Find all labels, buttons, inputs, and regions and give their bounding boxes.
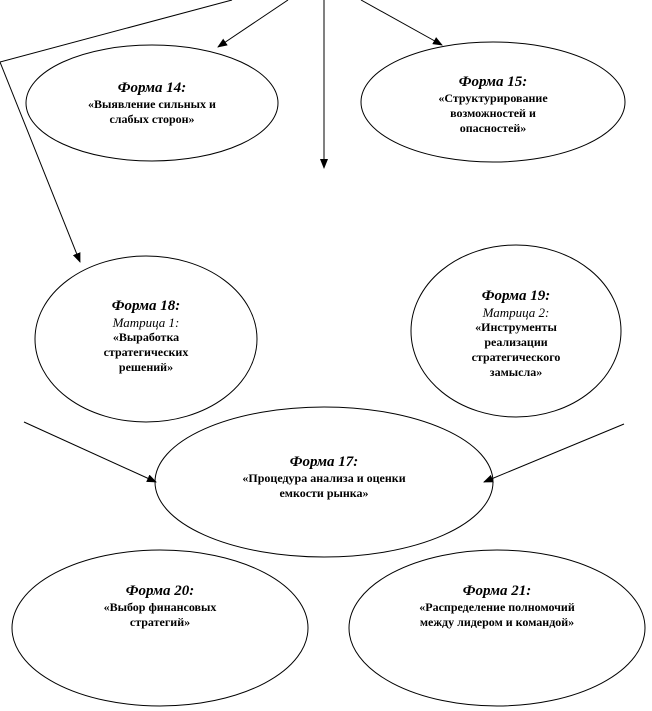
form14-node [36, 58, 268, 148]
form17-desc-line-1: «Процедура анализа и оценки [242, 470, 406, 485]
form15-desc-line-2: возможностей и [450, 106, 536, 120]
form14-desc-line-1: «Выявление сильных и [88, 96, 216, 111]
form18-desc-line-2: стратегических [103, 344, 189, 359]
form14-desc-line-2: слабых сторон» [109, 111, 195, 126]
form20-desc-line-1: «Выбор финансовых [103, 599, 217, 614]
form18-desc-line-1: «Выработка [112, 329, 180, 344]
form18-title: Форма 18: [111, 297, 181, 314]
form21-node [372, 572, 622, 640]
form15-node [382, 62, 604, 148]
form19-title: Форма 19: [481, 288, 551, 304]
form15-desc-line-3: опасностей» [459, 121, 527, 135]
form17-title: Форма 17: [289, 453, 359, 470]
form15-desc-line-1: «Структурирование [438, 91, 548, 105]
form20-title: Форма 20: [125, 582, 195, 599]
form14-title: Форма 14: [117, 79, 187, 96]
form20-desc-line-2: стратегий» [129, 614, 191, 629]
arrow-right-to-form17 [484, 424, 624, 482]
form18-desc-line-3: решений» [118, 359, 174, 374]
arrow-to-form14 [218, 0, 288, 47]
arrow-left-to-form17 [24, 422, 156, 482]
form20-node [40, 572, 280, 640]
form19-desc-line-2: реализации [484, 335, 548, 349]
form15-title: Форма 15: [458, 74, 528, 90]
form18-node [56, 284, 236, 388]
form19-desc-line-4: замысла» [489, 365, 543, 379]
form19-node [428, 272, 604, 396]
form18-subtitle: Матрица 1: [112, 314, 180, 330]
form19-subtitle: Матрица 2: [482, 305, 550, 320]
form19-desc-line-3: стратегического [471, 350, 561, 364]
arrow-to-form15 [361, 0, 442, 45]
form21-title: Форма 21: [462, 582, 532, 599]
form21-desc-line-2: между лидером и командой» [419, 614, 575, 629]
form21-desc-line-1: «Распределение полномочий [419, 599, 575, 614]
form17-desc-line-2: емкости рынка» [279, 485, 369, 500]
form19-desc-line-1: «Инструменты [475, 320, 557, 334]
form17-node [184, 440, 464, 514]
